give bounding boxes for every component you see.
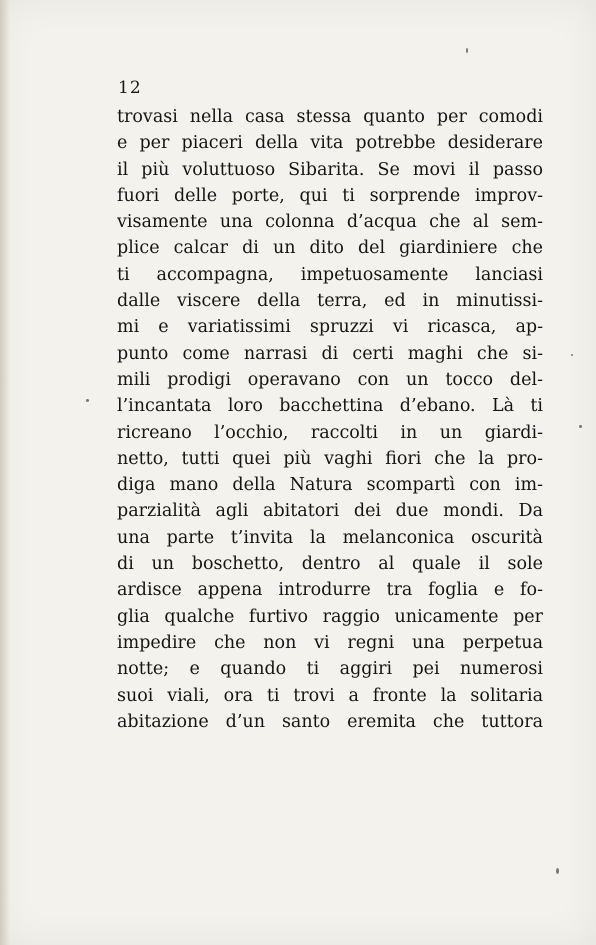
text-line: fuori delle porte, qui ti sorprende improv- bbox=[117, 185, 543, 206]
text-line: di un boschetto, dentro al quale il sole bbox=[117, 554, 543, 575]
text-line: impedire che non vi regni una perpetua bbox=[117, 632, 543, 653]
page-gutter-shadow bbox=[0, 0, 10, 945]
text-line: plice calcar di un dito del giardiniere che bbox=[117, 238, 543, 259]
text-line: punto come narrasi di certi maghi che si- bbox=[117, 343, 543, 364]
text-line: visamente una colonna d’acqua che al sem- bbox=[117, 212, 543, 233]
text-line: suoi viali, ora ti trovi a fronte la solitaria bbox=[117, 685, 543, 706]
paper-speck bbox=[86, 399, 89, 402]
text-line: il più voluttuoso Sibarita. Se movi il passo bbox=[117, 159, 543, 180]
page-number: 12 bbox=[118, 78, 142, 98]
text-line: una parte t’invita la melanconica oscurità bbox=[117, 527, 543, 548]
text-line: mili prodigi operavano con un tocco del- bbox=[117, 369, 543, 390]
text-line: parzialità agli abitatori dei due mondi. Da bbox=[117, 501, 543, 522]
text-line: ti accompagna, impetuosamente lanciasi bbox=[117, 264, 543, 285]
text-line: mi e variatissimi spruzzi vi ricasca, ap- bbox=[117, 317, 543, 338]
page-body-text bbox=[117, 104, 543, 735]
text-line: glia qualche furtivo raggio unicamente per bbox=[117, 606, 543, 627]
text-line: ricreano l’occhio, raccolti in un giardi- bbox=[117, 422, 543, 443]
text-line: e per piaceri della vita potrebbe desiderare bbox=[117, 133, 543, 154]
text-line: dalle viscere della terra, ed in minutissi- bbox=[117, 291, 543, 312]
text-line: ardisce appena introdurre tra foglia e fo- bbox=[117, 580, 543, 601]
text-line: netto, tutti quei più vaghi fiori che la pro- bbox=[117, 448, 543, 469]
text-line: l’incantata loro bacchettina d’ebano. Là ti bbox=[117, 396, 543, 417]
paper-speck bbox=[466, 48, 468, 53]
text-line: trovasi nella casa stessa quanto per comodi bbox=[117, 107, 543, 127]
paper-speck bbox=[556, 868, 559, 874]
text-line: notte; e quando ti aggiri pei numerosi bbox=[117, 659, 543, 680]
text-line: abitazione d’un santo eremita che tuttora bbox=[117, 711, 543, 732]
paper-speck bbox=[579, 425, 582, 428]
paper-speck bbox=[571, 354, 573, 356]
text-line: diga mano della Natura scompartì con im- bbox=[117, 475, 543, 496]
